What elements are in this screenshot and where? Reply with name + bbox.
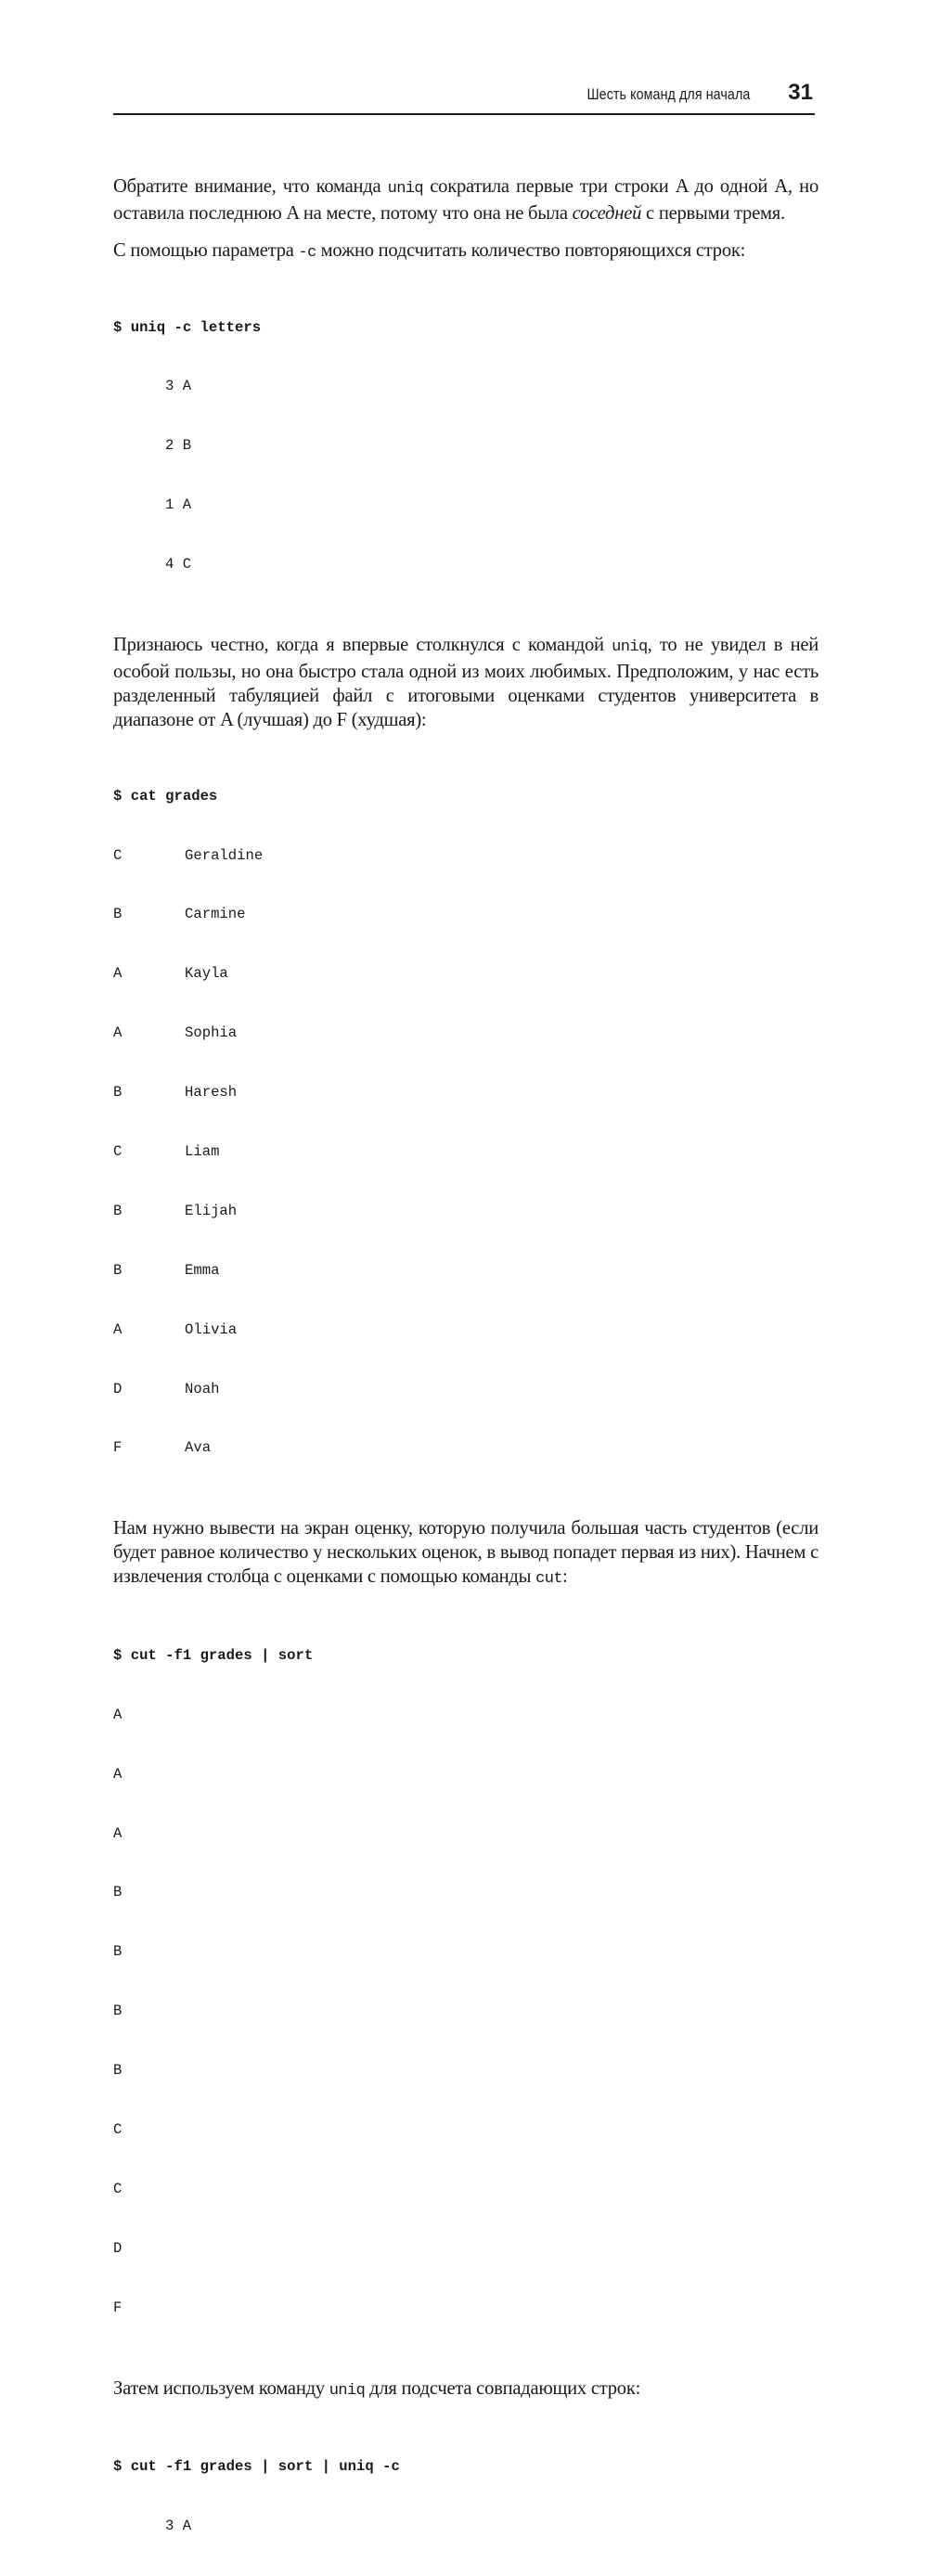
grade-cell: D bbox=[113, 1380, 122, 1397]
output-line: F bbox=[113, 2299, 122, 2316]
inline-code: -c bbox=[298, 244, 316, 262]
name-cell: Emma bbox=[185, 1261, 220, 1279]
grade-cell: F bbox=[113, 1439, 122, 1457]
output-text: 2 B bbox=[165, 437, 192, 455]
paragraph-4 bbox=[113, 1516, 818, 1591]
text: с первыми тремя. bbox=[641, 203, 785, 224]
command-line: $ uniq -c letters bbox=[113, 318, 262, 336]
name-cell: Sophia bbox=[185, 1024, 238, 1042]
grade-cell: B bbox=[113, 1202, 122, 1219]
output-line bbox=[113, 555, 818, 574]
command-line: $ cut -f1 grades | sort bbox=[113, 1646, 314, 1664]
grade-cell: A bbox=[113, 965, 122, 983]
grade-cell: B bbox=[113, 1261, 122, 1279]
text: Признаюсь честно, когда я впервые столкнулся с командой bbox=[113, 635, 612, 656]
output-text: 1 A bbox=[165, 496, 192, 514]
inline-code: cut bbox=[535, 1570, 562, 1589]
text: Обратите внимание, что команда bbox=[113, 176, 388, 197]
text: : bbox=[561, 1566, 568, 1588]
paragraph-5 bbox=[113, 2376, 818, 2403]
output-line: A bbox=[113, 1706, 122, 1723]
name-cell: Noah bbox=[185, 1380, 220, 1397]
name-cell: Ava bbox=[185, 1439, 212, 1457]
command-line: $ cut -f1 grades | sort | uniq -c bbox=[113, 2458, 400, 2476]
text: сократила первые три строки A до одной A, но оставила последнюю A на месте, потому что она не была bbox=[113, 176, 818, 224]
grade-cell: A bbox=[113, 1320, 122, 1338]
code-block-uniq-c bbox=[113, 278, 818, 614]
name-cell: Carmine bbox=[185, 906, 246, 923]
output-line: C bbox=[113, 2121, 122, 2139]
text: Нам нужно вывести на экран оценку, которую получила большая часть студентов (если будет равное количество у нескольких оценок, в вывод попадет первая из них). Начнем с извлечения столбца с оценками с помощью команды bbox=[113, 1518, 818, 1588]
chapter-title: Шесть команд для начала bbox=[586, 85, 750, 103]
name-cell: Haresh bbox=[185, 1084, 238, 1101]
output-text: 3 A bbox=[165, 378, 192, 395]
running-header bbox=[113, 78, 815, 115]
grade-cell: B bbox=[113, 1084, 122, 1101]
grade-cell: A bbox=[113, 1024, 122, 1042]
output-line: B bbox=[113, 2003, 122, 2020]
output-line bbox=[113, 377, 818, 396]
grade-row bbox=[113, 1380, 818, 1399]
inline-code: uniq bbox=[387, 180, 424, 198]
name-cell: Liam bbox=[185, 1142, 220, 1160]
command-line: $ cat grades bbox=[113, 787, 218, 805]
output-text: 4 C bbox=[165, 556, 192, 573]
name-cell: Olivia bbox=[185, 1320, 238, 1338]
grade-row bbox=[113, 964, 818, 984]
grade-row bbox=[113, 1142, 818, 1162]
name-cell: Kayla bbox=[185, 965, 228, 983]
text: для подсчета совпадающих строк: bbox=[365, 2377, 641, 2399]
name-cell: Elijah bbox=[185, 1202, 238, 1219]
paragraph-1 bbox=[113, 174, 818, 225]
output-line: D bbox=[113, 2239, 122, 2257]
paragraph-3 bbox=[113, 633, 818, 732]
output-line: A bbox=[113, 1824, 122, 1842]
grade-row bbox=[113, 905, 818, 924]
grade-row bbox=[113, 1202, 818, 1221]
output-line: A bbox=[113, 1765, 122, 1783]
text: можно подсчитать количество повторяющихся строк: bbox=[316, 240, 746, 261]
grade-row bbox=[113, 1261, 818, 1281]
output-line: B bbox=[113, 1884, 122, 1901]
emphasis: соседней bbox=[572, 203, 642, 224]
inline-code: uniq bbox=[612, 638, 648, 657]
output-line: B bbox=[113, 1943, 122, 1961]
grade-row bbox=[113, 1320, 818, 1340]
page-number: 31 bbox=[788, 80, 813, 105]
output-line bbox=[113, 2517, 818, 2536]
grade-row bbox=[113, 1438, 818, 1458]
code-block-cat-grades bbox=[113, 747, 818, 1498]
text: С помощью параметра bbox=[113, 240, 299, 261]
paragraph-2 bbox=[113, 238, 818, 265]
code-block-cut-sort bbox=[113, 1606, 818, 2357]
grade-cell: B bbox=[113, 906, 122, 923]
grade-row bbox=[113, 1024, 818, 1043]
grade-row bbox=[113, 846, 818, 866]
output-line: B bbox=[113, 2062, 122, 2080]
name-cell: Geraldine bbox=[185, 846, 264, 864]
grade-cell: C bbox=[113, 1142, 122, 1160]
output-text: 3 A bbox=[165, 2518, 192, 2535]
grade-cell: C bbox=[113, 846, 122, 864]
text: , то не увидел в ней особой пользы, но она быстро стала одной из моих любимых. Предположим, у нас есть разделенный табуляцией файл с итоговыми оценками студентов университета в диапазоне от A (лучшая) до F (худшая): bbox=[113, 635, 818, 731]
output-line bbox=[113, 436, 818, 456]
code-block-uniq-count bbox=[113, 2418, 818, 2576]
inline-code: uniq bbox=[329, 2381, 366, 2400]
page-body bbox=[113, 174, 818, 2576]
grade-row bbox=[113, 1083, 818, 1102]
output-line bbox=[113, 496, 818, 515]
text: Затем используем команду bbox=[113, 2377, 329, 2399]
output-line: C bbox=[113, 2180, 122, 2197]
